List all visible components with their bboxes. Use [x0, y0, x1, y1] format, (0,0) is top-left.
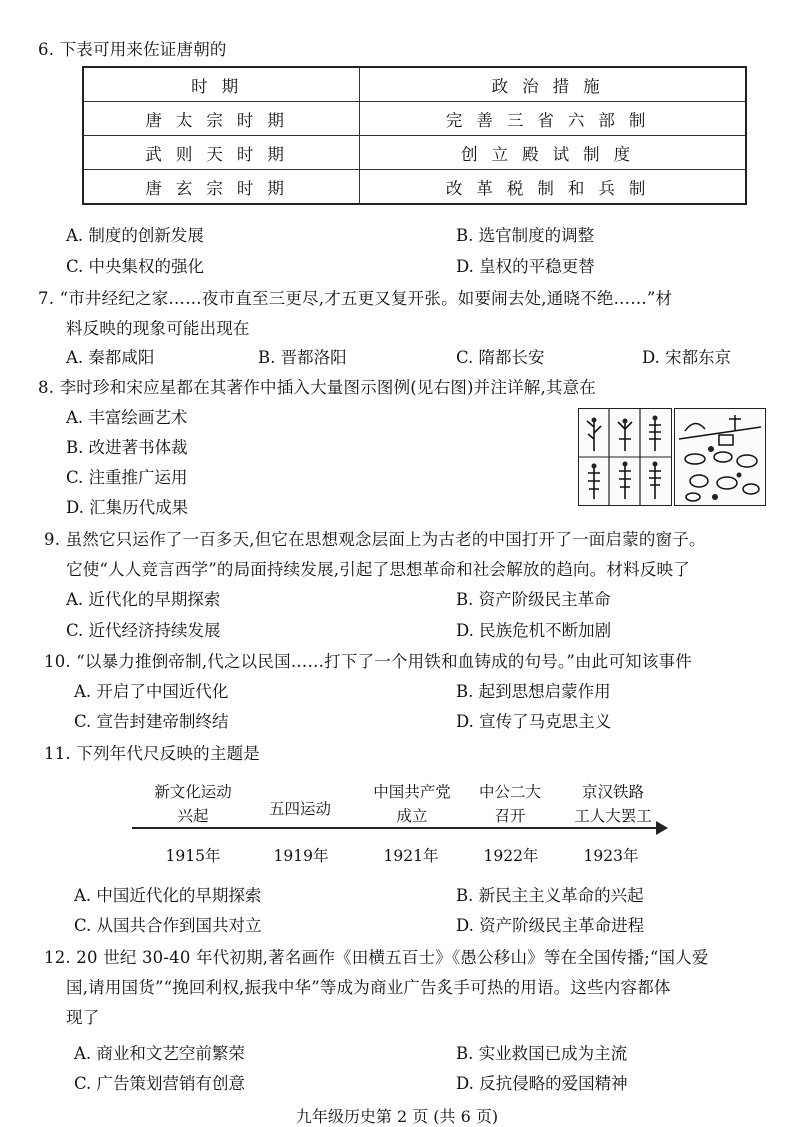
timeline-event-line1: 中国共产党 [373, 783, 451, 801]
q12-stem-line2: 国,请用国货”“挽回利权,振我中华”等成为商业广告炙手可热的用语。这些内容都体 [66, 978, 671, 997]
timeline-event-line1: 五四运动 [268, 800, 331, 818]
q11-option-a: A. 中国近代化的早期探索 [74, 886, 262, 905]
q10-option-d: D. 宣传了马克思主义 [456, 712, 612, 731]
q6-option-a: A. 制度的创新发展 [66, 226, 204, 245]
table-cell: 唐玄宗时期 [83, 170, 360, 205]
q7-option-c: C. 隋都长安 [456, 348, 545, 367]
q12-option-a: A. 商业和文艺空前繁荣 [74, 1044, 245, 1063]
q11-option-d: D. 资产阶级民主革命进程 [456, 916, 645, 935]
timeline-event [252, 797, 348, 821]
timeline-arrow-icon [656, 821, 668, 835]
timeline-year: 1919年 [273, 847, 329, 865]
table-row [83, 102, 746, 136]
timeline-event-line2: 召开 [494, 807, 526, 825]
table-cell: 完善三省六部制 [360, 102, 746, 136]
q12-stem-line3: 现了 [66, 1008, 100, 1027]
table-cell: 武则天时期 [83, 136, 360, 170]
table-header-row [83, 67, 746, 102]
q8-option-a: A. 丰富绘画艺术 [66, 408, 188, 427]
q11-option-c: C. 从国共合作到国共对立 [74, 916, 262, 935]
table-cell: 唐太宗时期 [83, 102, 360, 136]
timeline-event-line2: 工人大罢工 [574, 807, 652, 825]
q10-option-a: A. 开启了中国近代化 [74, 682, 229, 701]
timeline-event-line1: 新文化运动 [154, 783, 232, 801]
timeline-year: 1915年 [165, 847, 221, 865]
table-row [83, 136, 746, 170]
q10-stem: 10. “以暴力推倒帝制,代之以民国……打下了一个用铁和血铸成的句号。”由此可知该事件 [44, 652, 692, 671]
q11-option-b: B. 新民主主义革命的兴起 [456, 886, 644, 905]
q6-option-b: B. 选官制度的调整 [456, 226, 595, 245]
table-row [83, 170, 746, 205]
craft-tools-drawing [675, 409, 765, 505]
q8-option-b: B. 改进著书体裁 [66, 438, 188, 457]
q11-stem: 11. 下列年代尺反映的主题是 [44, 744, 260, 763]
q10-option-b: B. 起到思想启蒙作用 [456, 682, 611, 701]
q6-option-d: D. 皇权的平稳更替 [456, 257, 595, 276]
timeline-event [560, 780, 666, 828]
q8-option-c: C. 注重推广运用 [66, 468, 188, 487]
q7-stem-line2: 料反映的现象可能出现在 [66, 319, 250, 338]
q6-table [82, 66, 747, 205]
timeline-event-line2: 成立 [396, 807, 428, 825]
timeline-year: 1923年 [583, 847, 639, 865]
q7-option-b: B. 晋都洛阳 [258, 348, 347, 367]
herbal-illustration-image [578, 408, 672, 506]
timeline-year: 1921年 [383, 847, 439, 865]
q7-option-d: D. 宋都东京 [642, 348, 732, 367]
q9-option-c: C. 近代经济持续发展 [66, 621, 221, 640]
q7-option-a: A. 秦都咸阳 [66, 348, 155, 367]
table-cell: 创立殿试制度 [360, 136, 746, 170]
timeline-year: 1922年 [483, 847, 539, 865]
q9-stem-line2: 它使“人人竞言西学”的局面持续发展,引起了思想革命和社会解放的趋向。材料反映了 [66, 560, 690, 579]
table-cell: 改革税制和兵制 [360, 170, 746, 205]
herbal-plants-drawing [579, 409, 671, 505]
q9-option-a: A. 近代化的早期探索 [66, 590, 221, 609]
q10-option-c: C. 宣告封建帝制终结 [74, 712, 229, 731]
q7-stem-line1: 7. “市井经纪之家……夜市直至三更尽,才五更又复开张。如要闹去处,通晓不绝……”材 [38, 289, 673, 308]
q9-option-d: D. 民族危机不断加剧 [456, 621, 612, 640]
timeline-event [468, 780, 552, 828]
q12-option-d: D. 反抗侵略的爱国精神 [456, 1074, 628, 1093]
craft-illustration-image [674, 408, 766, 506]
q6-option-c: C. 中央集权的强化 [66, 257, 205, 276]
q8-option-d: D. 汇集历代成果 [66, 498, 189, 517]
q9-stem-line1: 9. 虽然它只运作了一百多天,但它在思想观念层面上为古老的中国打开了一面启蒙的窗子。 [44, 530, 706, 549]
q12-option-b: B. 实业救国已成为主流 [456, 1044, 628, 1063]
table-header-period: 时期 [83, 67, 360, 102]
timeline-event-line2: 兴起 [177, 807, 209, 825]
page-footer: 九年级历史第 2 页 (共 6 页) [295, 1107, 499, 1126]
timeline-event [362, 780, 462, 828]
q12-stem-line1: 12. 20 世纪 30-40 年代初期,著名画作《田横五百士》《愚公移山》等在全国传播;“国人爱 [44, 948, 709, 967]
timeline-event [140, 780, 246, 828]
timeline-event-line1: 京汉铁路 [581, 783, 644, 801]
table-header-measure: 政治措施 [360, 67, 746, 102]
q9-option-b: B. 资产阶级民主革命 [456, 590, 611, 609]
timeline-axis [132, 827, 662, 829]
q6-stem: 6. 下表可用来佐证唐朝的 [38, 40, 227, 59]
q8-stem: 8. 李时珍和宋应星都在其著作中插入大量图示图例(见右图)并注详解,其意在 [38, 378, 597, 397]
timeline-event-line1: 中公二大 [478, 783, 541, 801]
q12-option-c: C. 广告策划营销有创意 [74, 1074, 246, 1093]
